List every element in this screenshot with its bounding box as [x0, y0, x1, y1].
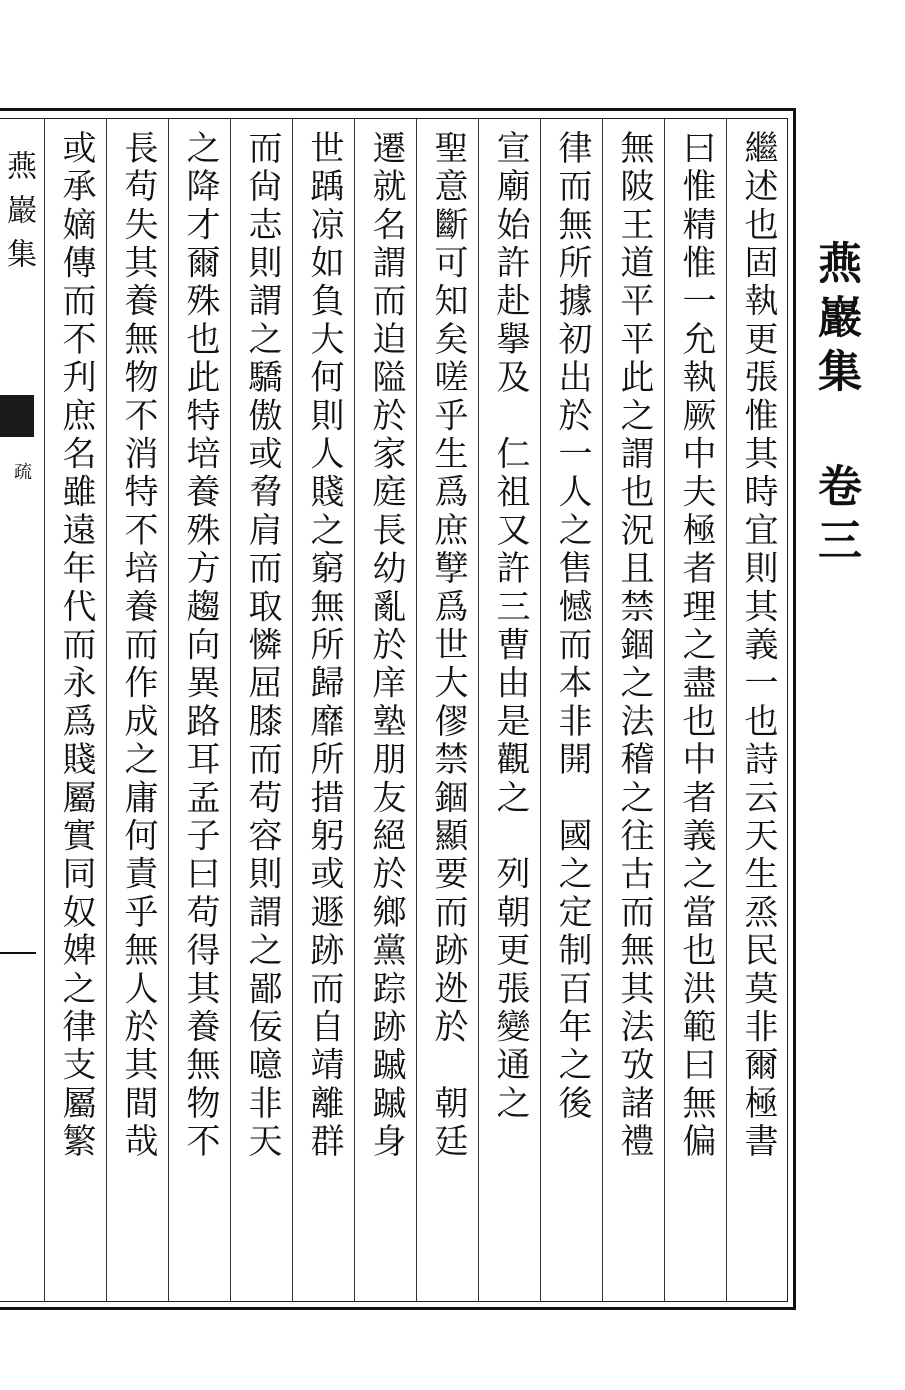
- left-page-rule: [0, 952, 36, 954]
- text-column-11: 長苟失其養無物不消特不培養而作成之庸何責乎無人於其間哉: [118, 130, 158, 1162]
- page-title: 燕巖集 卷三: [810, 240, 861, 571]
- text-column-7: 遷就名謂而迫隘於家庭長幼亂於庠塾朋友絕於鄉黨踪跡䠞䠞身: [366, 130, 406, 1162]
- column-rule: [44, 119, 45, 1301]
- column-rule: [292, 119, 293, 1301]
- column-rule: [664, 119, 665, 1301]
- text-column-8: 世踽凉如負大何則人賤之窮無所歸靡所措躬或遯跡而自靖離群: [304, 130, 344, 1162]
- column-rule: [354, 119, 355, 1301]
- text-column-9: 而尙志則謂之驕傲或脅肩而取憐屈膝而苟容則謂之鄙佞噫非天: [242, 130, 282, 1162]
- text-column-6: 聖意斷可知矣嗟乎生爲庶孼爲世大僇禁錮顯要而跡迯於 朝廷: [428, 130, 468, 1162]
- left-page-label: 疏: [11, 462, 32, 480]
- text-column-2: 曰惟精惟一允執厥中夫極者理之盡也中者義之當也洪範曰無偏: [676, 130, 716, 1162]
- text-column-3: 無陂王道平平此之謂也況且禁錮之法稽之往古而無其法攷諸禮: [614, 130, 654, 1162]
- text-column-10: 之降才爾殊也此特培養殊方趨向異路耳孟子曰苟得其養無物不: [180, 130, 220, 1162]
- column-rule: [726, 119, 727, 1301]
- column-rule: [168, 119, 169, 1301]
- left-page-fishtail: [0, 395, 34, 437]
- column-rule: [106, 119, 107, 1301]
- column-rule: [230, 119, 231, 1301]
- text-column-1: 繼述也固執更張惟其時宜則其義一也詩云天生烝民莫非爾極書: [738, 130, 778, 1162]
- column-rule: [602, 119, 603, 1301]
- column-rule: [416, 119, 417, 1301]
- left-page-title: 燕巖集: [1, 150, 36, 282]
- text-column-12: 或承嫡傳而不刋庶名雖遠年代而永爲賤屬實同奴婢之律支屬繁: [56, 130, 96, 1162]
- column-rule: [478, 119, 479, 1301]
- column-rule: [540, 119, 541, 1301]
- text-column-5: 宣廟始許赴擧及 仁祖又許三曹由是觀之 列朝更張變通之: [490, 130, 530, 1124]
- text-column-4: 律而無所據初出於一人之售憾而本非開 國之定制百年之後: [552, 130, 592, 1124]
